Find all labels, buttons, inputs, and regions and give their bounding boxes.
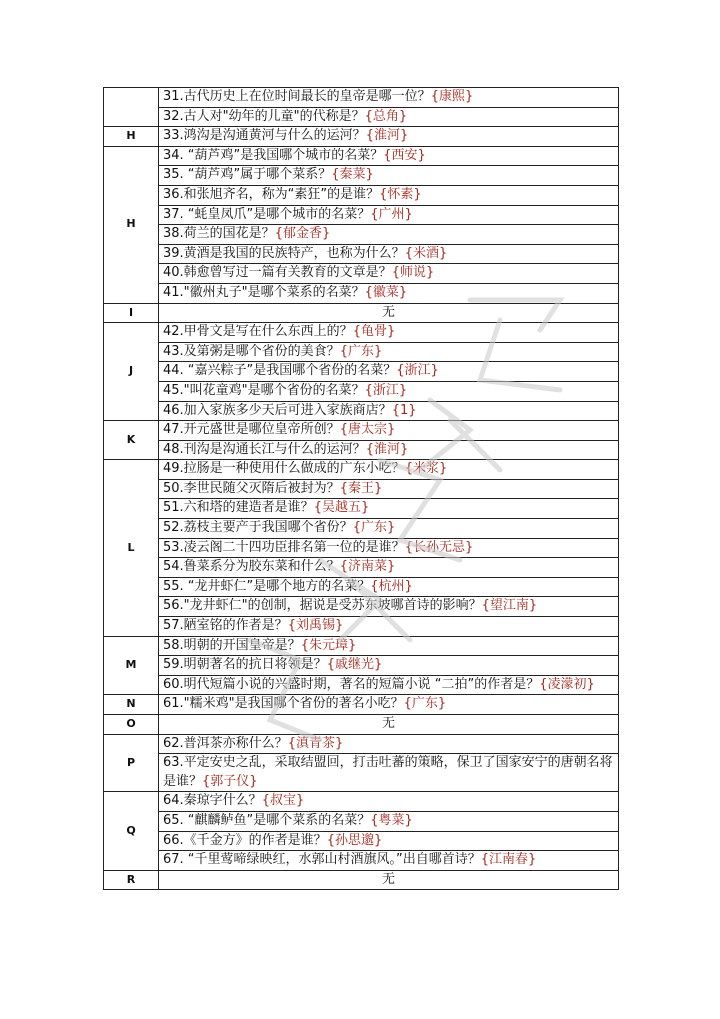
answer-text: {叔宝} xyxy=(261,793,305,809)
question-text: 47.开元盛世是哪位皇帝所创？ xyxy=(163,422,340,438)
question-row xyxy=(104,656,619,676)
question-text: 52.荔枝主要产于我国哪个省份？ xyxy=(163,520,353,536)
none-cell: 无 xyxy=(159,870,619,890)
question-text: 55. “龙井虾仁”是哪个地方的名菜？ xyxy=(163,578,371,594)
question-row xyxy=(104,225,619,245)
question-row xyxy=(104,460,619,480)
question-text: 59.明朝著名的抗日将领是？ xyxy=(163,657,327,673)
answer-text: {怀素} xyxy=(379,186,422,202)
answer-text: {龟骨} xyxy=(352,324,396,340)
question-text: 53.凌云阁二十四功臣排名第一位的是谁？ xyxy=(163,539,405,555)
answer-text: {孙思邈} xyxy=(326,832,383,848)
question-cell xyxy=(159,440,619,460)
question-row xyxy=(104,283,619,303)
question-cell xyxy=(159,127,619,147)
answer-text: {秦王} xyxy=(339,480,383,496)
question-row xyxy=(104,185,619,205)
question-row xyxy=(104,792,619,812)
section-letter xyxy=(104,88,159,127)
question-row xyxy=(104,107,619,127)
question-row xyxy=(104,636,619,656)
question-row xyxy=(104,695,619,715)
section-letter: H xyxy=(104,146,159,303)
question-cell xyxy=(159,264,619,284)
question-row xyxy=(104,127,619,147)
question-row xyxy=(104,166,619,186)
question-row xyxy=(104,401,619,421)
section-letter: P xyxy=(104,734,159,792)
answer-text: {粤菜} xyxy=(370,812,413,828)
section-row xyxy=(104,715,619,735)
question-row xyxy=(104,519,619,539)
answer-text: {米酒} xyxy=(404,245,448,261)
answer-text: {浙江} xyxy=(364,382,408,398)
question-row xyxy=(104,617,619,637)
question-text: 66.《千金方》的作者是谁？ xyxy=(163,832,327,848)
question-text: 39.黄酒是我国的民族特产，也称为什么？ xyxy=(163,245,405,261)
question-cell xyxy=(159,342,619,362)
question-text: 64.秦琼字什么？ xyxy=(163,793,262,809)
question-cell xyxy=(159,558,619,578)
answer-text: {广州} xyxy=(370,206,413,222)
section-letter: Q xyxy=(104,792,159,870)
question-text: 65. “麒麟鲈鱼”是哪个菜系的名菜？ xyxy=(163,812,371,828)
answer-text: {广东} xyxy=(403,696,447,712)
question-text: 42.甲骨文是写在什么东西上的？ xyxy=(163,324,353,340)
question-cell xyxy=(159,185,619,205)
answer-text: {总角} xyxy=(364,108,408,124)
answer-text: {广东} xyxy=(352,520,396,536)
none-cell: 无 xyxy=(159,715,619,735)
question-row xyxy=(104,440,619,460)
question-cell xyxy=(159,519,619,539)
question-row xyxy=(104,754,619,792)
answer-text: {戚继光} xyxy=(326,657,383,673)
question-text: 45."叫花童鸡"是哪个省份的名菜？ xyxy=(163,382,365,398)
question-row xyxy=(104,381,619,401)
question-row xyxy=(104,851,619,871)
question-row xyxy=(104,264,619,284)
question-cell xyxy=(159,421,619,441)
question-cell xyxy=(159,244,619,264)
question-cell xyxy=(159,656,619,676)
question-row xyxy=(104,499,619,519)
section-letter: O xyxy=(104,715,159,735)
answer-text: {吴越五} xyxy=(313,500,370,516)
question-row xyxy=(104,88,619,108)
question-text: 40.韩愈曾写过一篇有关教育的文章是？ xyxy=(163,265,392,281)
question-cell xyxy=(159,499,619,519)
question-text: 44. “嘉兴粽子”是我国哪个省份的名菜？ xyxy=(163,363,397,379)
question-text: 32.古人对"幼年的儿童"的代称是？ xyxy=(163,108,365,124)
answer-text: {师说} xyxy=(391,265,435,281)
question-text: 49.拉肠是一种使用什么做成的广东小吃？ xyxy=(163,461,405,477)
section-letter: K xyxy=(104,421,159,460)
question-cell xyxy=(159,695,619,715)
answer-text: {望江南} xyxy=(481,598,538,614)
answer-text: {1} xyxy=(391,402,417,418)
question-cell xyxy=(159,577,619,597)
question-text: 57.陋室铭的作者是？ xyxy=(163,618,288,634)
question-text: 33.鸿沟是沟通黄河与什么的运河？ xyxy=(163,128,366,144)
answer-text: {西安} xyxy=(383,147,426,163)
question-cell xyxy=(159,792,619,812)
section-row xyxy=(104,303,619,323)
question-cell xyxy=(159,597,619,617)
question-cell xyxy=(159,225,619,245)
question-row xyxy=(104,577,619,597)
section-letter: J xyxy=(104,323,159,421)
answer-text: {长孙无忌} xyxy=(404,539,474,555)
section-letter: N xyxy=(104,695,159,715)
question-cell xyxy=(159,107,619,127)
answer-text: {郭子仪} xyxy=(202,773,258,789)
question-text: 37. “蚝皇凤爪”是哪个城市的名菜？ xyxy=(163,206,371,222)
answer-text: {郁金香} xyxy=(274,226,331,242)
question-cell xyxy=(159,88,619,108)
section-letter: R xyxy=(104,870,159,890)
none-cell: 无 xyxy=(159,303,619,323)
answer-text: {徽菜} xyxy=(364,284,408,300)
question-row xyxy=(104,675,619,695)
question-cell xyxy=(159,734,619,754)
question-cell xyxy=(159,323,619,343)
question-row xyxy=(104,244,619,264)
question-text: 35. “葫芦鸡”属于哪个菜系？ xyxy=(163,167,332,183)
question-text: 58.明朝的开国皇帝是？ xyxy=(163,637,301,653)
question-text: 62.普洱茶亦称什么？ xyxy=(163,735,288,751)
question-cell xyxy=(159,636,619,656)
question-cell xyxy=(159,283,619,303)
question-row xyxy=(104,146,619,166)
question-cell xyxy=(159,617,619,637)
answer-text: {米浆} xyxy=(404,461,448,477)
answer-text: {刘禹锡} xyxy=(287,618,344,634)
question-text: 36.和张旭齐名，称为“素狂”的是谁？ xyxy=(163,186,380,202)
answer-text: {淮河} xyxy=(365,128,409,144)
section-letter: L xyxy=(104,460,159,636)
question-text: 34. “葫芦鸡”是我国哪个城市的名菜？ xyxy=(163,147,384,163)
answer-text: {杭州} xyxy=(370,578,413,594)
question-cell xyxy=(159,166,619,186)
section-letter: M xyxy=(104,636,159,695)
question-row xyxy=(104,323,619,343)
question-row xyxy=(104,538,619,558)
question-cell xyxy=(159,401,619,421)
question-cell xyxy=(159,362,619,382)
question-row xyxy=(104,597,619,617)
question-row xyxy=(104,831,619,851)
section-letter: H xyxy=(104,127,159,147)
answer-text: {朱元璋} xyxy=(300,637,357,653)
question-cell xyxy=(159,479,619,499)
question-row xyxy=(104,811,619,831)
question-text: 60.明代短篇小说的兴盛时期，著名的短篇小说 “二拍”的作者是？ xyxy=(163,676,540,692)
question-cell xyxy=(159,538,619,558)
question-cell xyxy=(159,146,619,166)
answer-text: {广东} xyxy=(339,343,383,359)
question-cell xyxy=(159,675,619,695)
question-text: 38.荷兰的国花是？ xyxy=(163,226,275,242)
question-text: 41."徽州丸子"是哪个菜系的名菜？ xyxy=(163,284,365,300)
quiz-table xyxy=(103,87,619,890)
answer-text: {浙江} xyxy=(396,363,439,379)
question-cell xyxy=(159,381,619,401)
question-row xyxy=(104,205,619,225)
section-letter: I xyxy=(104,303,159,323)
question-text: 54.鲁菜系分为胶东菜和什么？ xyxy=(163,559,340,575)
question-text: 51.六和塔的建造者是谁？ xyxy=(163,500,314,516)
question-row xyxy=(104,558,619,578)
question-cell xyxy=(159,754,619,792)
question-text: 48.刊沟是沟通长江与什么的运河？ xyxy=(163,441,366,457)
answer-text: {康熙} xyxy=(430,89,474,104)
question-row xyxy=(104,734,619,754)
question-text: 63.平定安史之乱，采取结盟回，打击吐蕃的策略，保卫了国家安宁的唐朝名将是谁？ xyxy=(163,755,613,789)
answer-text: {凌濛初} xyxy=(539,676,595,692)
question-text: 46.加入家族多少天后可进入家族商店？ xyxy=(163,402,392,418)
question-row xyxy=(104,342,619,362)
question-row xyxy=(104,421,619,441)
question-cell xyxy=(159,811,619,831)
question-cell xyxy=(159,831,619,851)
question-text: 56."龙井虾仁"的创制，据说是受苏东坡哪首诗的影响？ xyxy=(163,598,482,614)
answer-text: {淮河} xyxy=(365,441,409,457)
question-row xyxy=(104,479,619,499)
question-cell xyxy=(159,460,619,480)
question-text: 43.及第粥是哪个省份的美食？ xyxy=(163,343,340,359)
quiz-table-body xyxy=(104,88,619,890)
question-cell xyxy=(159,205,619,225)
answer-text: {济南菜} xyxy=(339,559,396,575)
answer-text: {秦菜} xyxy=(331,167,374,183)
question-row xyxy=(104,362,619,382)
answer-text: {滇青茶} xyxy=(287,735,344,751)
answer-text: {江南春} xyxy=(480,852,537,868)
question-text: 50.李世民随父灭隋后被封为？ xyxy=(163,480,340,496)
question-text: 67. “千里莺啼绿映红，水郭山村酒旗风。”出自哪首诗？ xyxy=(163,852,481,868)
answer-text: {唐太宗} xyxy=(339,422,396,438)
question-text: 31.古代历史上在位时间最长的皇帝是哪一位？ xyxy=(163,89,431,104)
question-text: 61."糯米鸡"是我国哪个省份的著名小吃？ xyxy=(163,696,404,712)
section-row xyxy=(104,870,619,890)
question-cell xyxy=(159,851,619,871)
